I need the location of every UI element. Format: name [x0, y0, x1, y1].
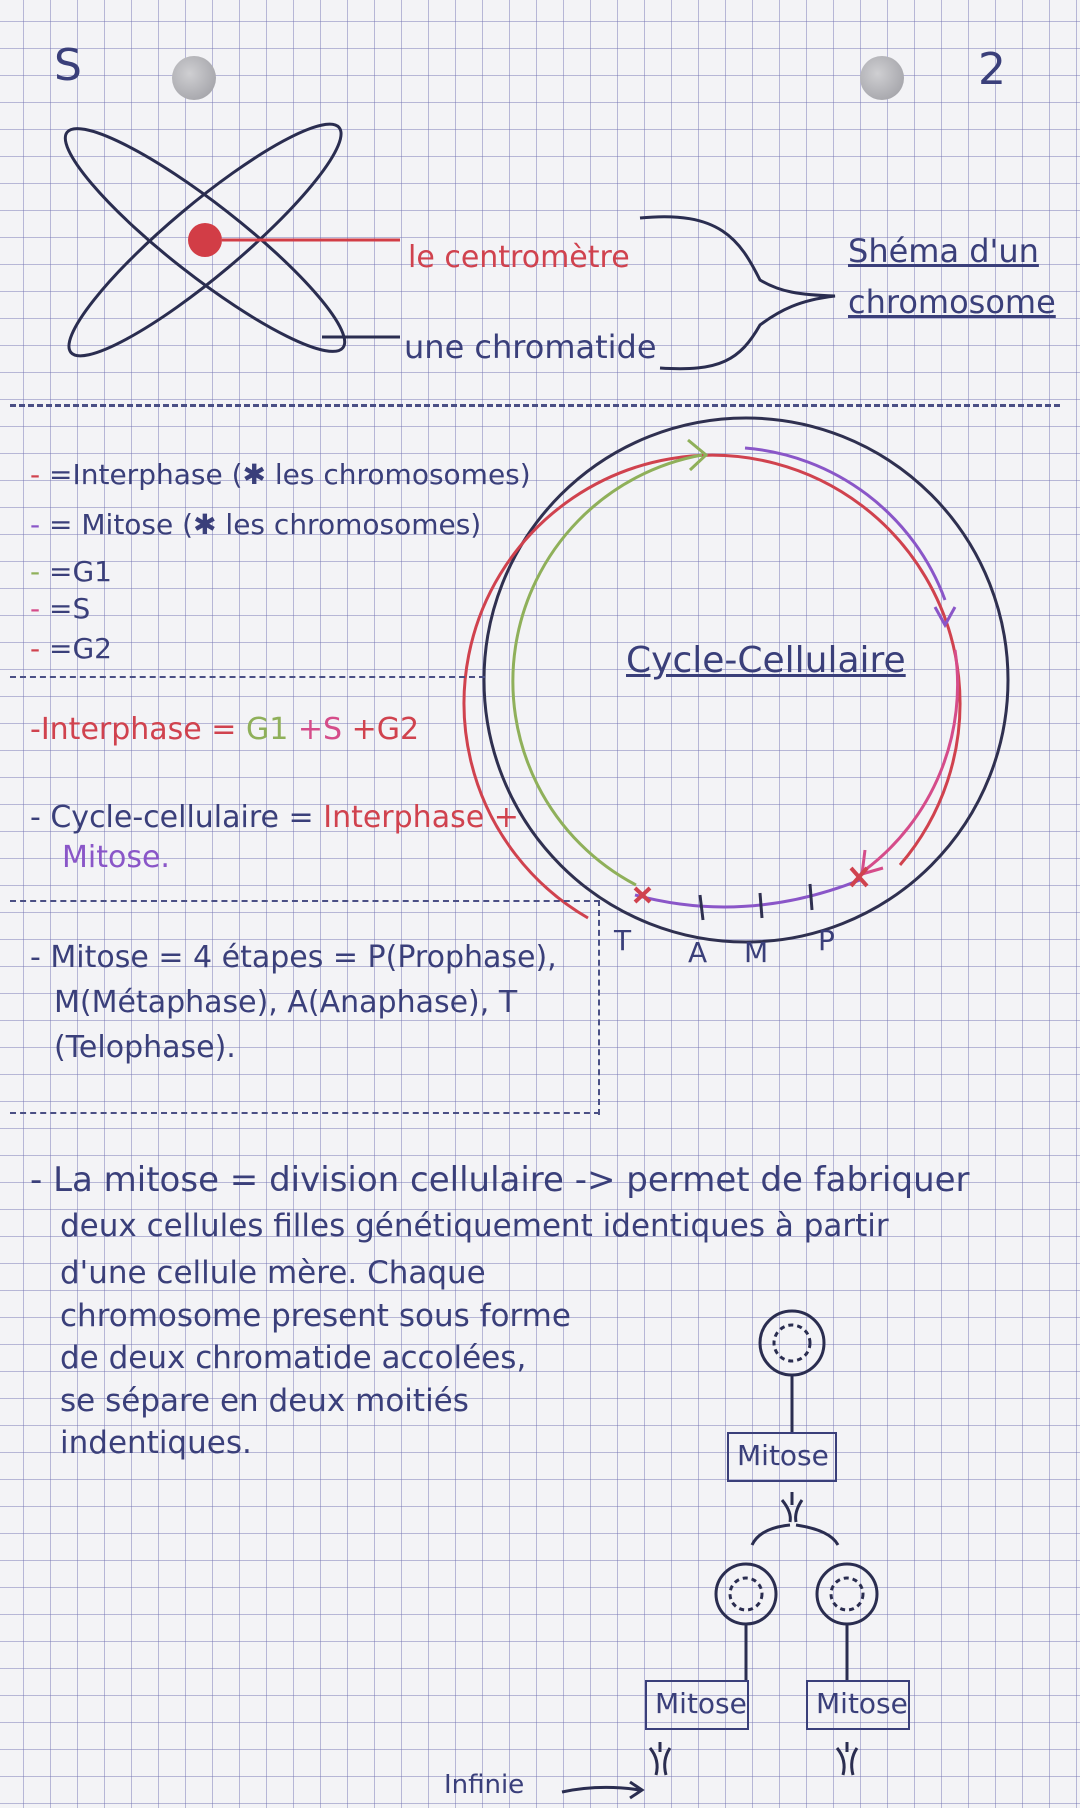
- cycle-prefix: - Cycle-cellulaire =: [30, 800, 314, 835]
- paragraph-line: deux cellules filles génétiquement identiques à partir: [60, 1208, 889, 1244]
- notes-vertical-divider: [598, 900, 600, 1115]
- formula-g2: +G2: [351, 712, 420, 747]
- legend-item: [30, 508, 481, 541]
- legend-item: [30, 592, 90, 625]
- cycle-mitose: Mitose.: [62, 840, 170, 875]
- cycle-formula: [30, 800, 519, 835]
- phase-label-prophase: P: [818, 924, 835, 957]
- mitose-steps-line3: (Telophase).: [54, 1030, 236, 1065]
- section-divider-top: [10, 404, 1060, 407]
- paragraph-line: d'une cellule mère. Chaque: [60, 1255, 486, 1291]
- header-left-mark: S: [54, 40, 82, 91]
- paragraph-line: de deux chromatide accolées,: [60, 1340, 527, 1376]
- mitosis-box-top: Mitose: [727, 1432, 837, 1482]
- infinite-label: Infinie: [444, 1770, 525, 1800]
- mitosis-box-right: Mitose: [806, 1680, 910, 1730]
- page-number: 2: [978, 44, 1006, 95]
- legend-dash: -: [30, 555, 41, 588]
- formula-divider: [10, 900, 600, 902]
- phase-label-anaphase: A: [688, 936, 708, 969]
- cell-cycle-title: Cycle-Cellulaire: [626, 640, 906, 681]
- centromere-label: le centromètre: [408, 240, 630, 275]
- legend-dash: -: [30, 508, 41, 541]
- phase-label-metaphase: M: [744, 936, 769, 969]
- centromere-dot: [188, 223, 222, 257]
- chromosome-diagram-title-line2: chromosome: [848, 283, 1056, 321]
- legend-item: [30, 458, 531, 491]
- notes-bottom-divider: [10, 1112, 600, 1114]
- paragraph-line: - La mitose = division cellulaire -> permet de fabriquer: [30, 1160, 970, 1200]
- legend-text: =G2: [49, 632, 112, 665]
- legend-divider: [10, 676, 485, 678]
- mitose-steps-line1: - Mitose = 4 étapes = P(Prophase),: [30, 940, 557, 975]
- legend-dash: -: [30, 632, 41, 665]
- paragraph-line: indentiques.: [60, 1425, 252, 1461]
- cycle-interphase: Interphase +: [323, 800, 519, 835]
- legend-dash: -: [30, 592, 41, 625]
- legend-text: =S: [49, 592, 91, 625]
- legend-item: [30, 632, 112, 665]
- paragraph-line: chromosome present sous forme: [60, 1298, 571, 1334]
- chromatid-label: une chromatide: [404, 328, 657, 366]
- formula-s: +S: [297, 712, 343, 747]
- phase-label-telophase: T: [614, 924, 632, 957]
- legend-text: =G1: [49, 555, 112, 588]
- chromosome-diagram-title-line1: Shéma d'un: [848, 232, 1039, 270]
- interphase-prefix: -Interphase =: [30, 712, 237, 747]
- label-brace: [640, 217, 835, 369]
- legend-item: [30, 555, 112, 588]
- mitose-steps-line2: M(Métaphase), A(Anaphase), T: [54, 985, 518, 1020]
- paragraph-line: se sépare en deux moitiés: [60, 1383, 469, 1419]
- legend-dash: -: [30, 458, 41, 491]
- mitosis-box-left: Mitose: [645, 1680, 749, 1730]
- formula-g1: G1: [246, 712, 289, 747]
- interphase-formula: [30, 712, 419, 747]
- legend-text: = Mitose (✱ les chromosomes): [49, 508, 482, 541]
- legend-text: =Interphase (✱ les chromosomes): [49, 458, 531, 491]
